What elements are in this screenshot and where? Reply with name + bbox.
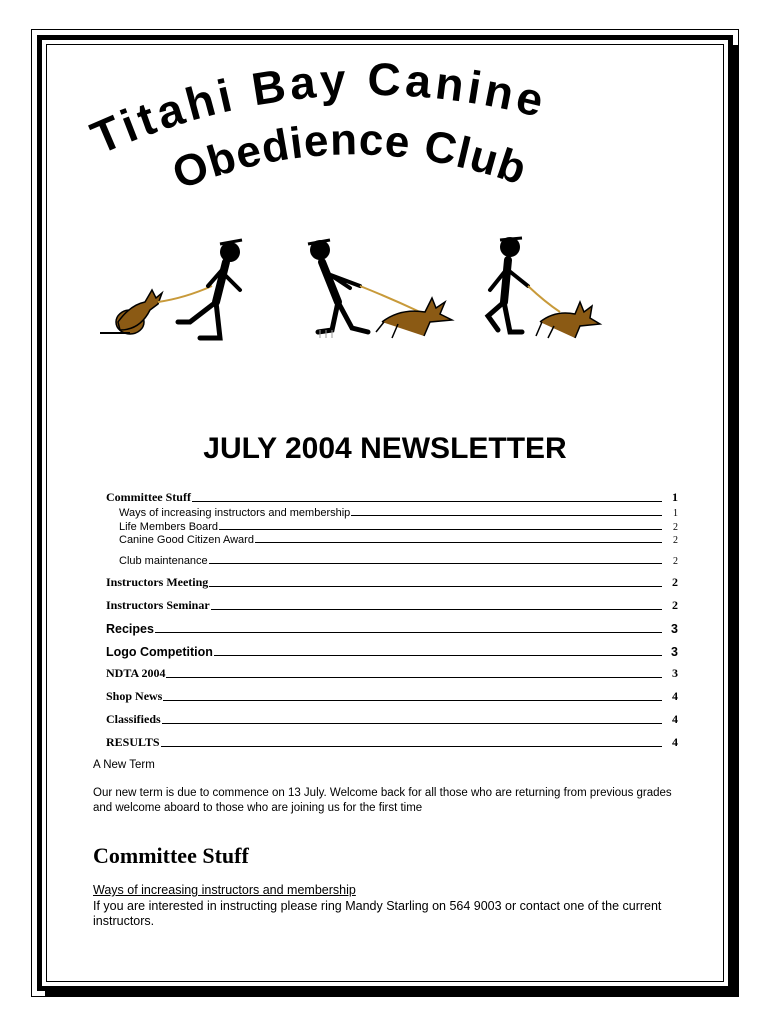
page-border-shadow-bottom (45, 991, 739, 997)
club-logo (70, 40, 690, 350)
toc-subitem[interactable]: Ways of increasing instructors and membership 1 (119, 506, 678, 519)
new-term-heading: A New Term (93, 759, 155, 771)
toc-subitem[interactable]: Canine Good Citizen Award 2 (119, 534, 678, 547)
committee-subheading-link[interactable]: Ways of increasing instructors and membership (93, 883, 356, 897)
dog-walker-illustration-2 (308, 240, 452, 338)
club-name-line2: Obedience Club (166, 115, 533, 200)
committee-section-body (93, 883, 693, 930)
committee-section-heading: Committee Stuff (93, 843, 249, 868)
toc-item[interactable]: Shop News 4 (106, 689, 678, 704)
toc-item[interactable]: NDTA 2004 3 (106, 666, 678, 681)
toc-item[interactable]: Recipes 3 (106, 621, 678, 636)
committee-paragraph: If you are interested in instructing please ring Mandy Starling on 564 9003 or contact one of the current instructors. (93, 898, 662, 928)
toc-item[interactable]: Instructors Meeting 2 (106, 575, 678, 590)
toc-item[interactable]: Logo Competition 3 (106, 644, 678, 659)
page-border-shadow-right (733, 45, 739, 997)
toc-subitem[interactable]: Life Members Board 2 (119, 520, 678, 533)
toc-item[interactable]: RESULTS 4 (106, 734, 678, 749)
dog-walker-illustration-3 (488, 237, 600, 338)
toc-item-committee-stuff[interactable]: Committee Stuff 1 (106, 490, 678, 504)
newsletter-title: JULY 2004 NEWSLETTER (203, 432, 567, 465)
new-term-paragraph: Our new term is due to commence on 13 July. Welcome back for all those who are returning from previous grades and welcome aboard to those who are joining us for the first time (93, 787, 672, 814)
toc-subitem[interactable]: Club maintenance 2 (119, 555, 678, 568)
table-of-contents (106, 489, 678, 750)
dog-walker-illustration-1 (100, 240, 242, 338)
club-name-line1: Titahi Bay Canine (83, 52, 553, 165)
toc-item[interactable]: Classifieds 4 (106, 711, 678, 726)
toc-item[interactable]: Instructors Seminar 2 (106, 597, 678, 612)
